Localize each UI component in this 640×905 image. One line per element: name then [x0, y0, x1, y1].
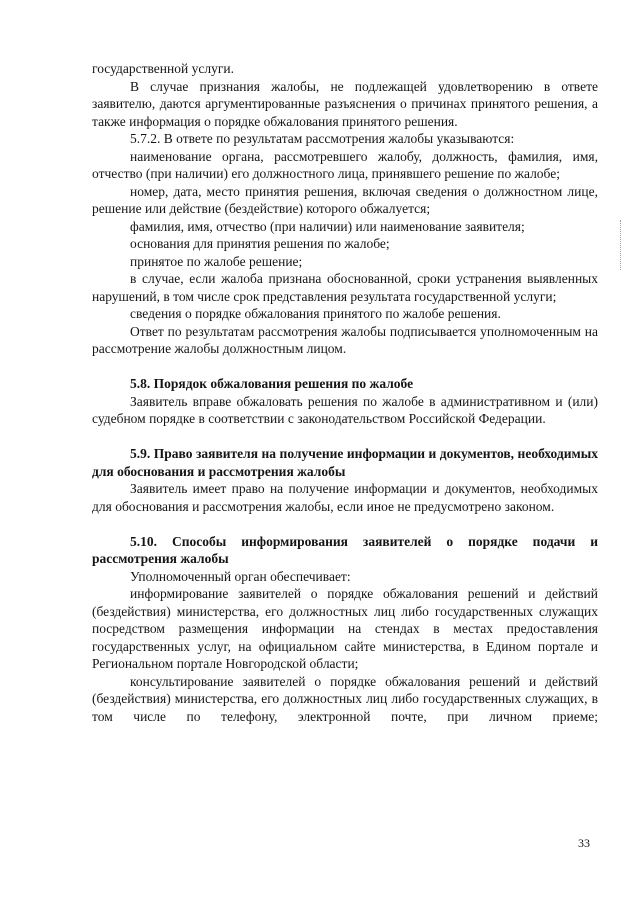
section-heading: 5.8. Порядок обжалования решения по жалобе: [130, 376, 414, 391]
section-spacer: [92, 358, 598, 376]
paragraph: Заявитель имеет право на получение информации и документов, необходимых для обоснования и рассмотрения жалобы, если иное не предусмотрено законом.: [92, 481, 598, 514]
paragraph: информирование заявителей о порядке обжалования решений и действий (бездействия) министерства, его должностных лиц либо государственных служащих посредством размещения информации на стендах в местах предоставления государственных услуг, на официальном сайте министерства, в Едином портале и Региональном портале Новгородской области;: [92, 586, 598, 671]
paragraph: Ответ по результатам рассмотрения жалобы подписывается уполномоченным на рассмотрение жалобы должностным лицом.: [92, 323, 598, 356]
paragraph: наименование органа, рассмотревшего жалобу, должность, фамилия, имя, отчество (при наличии) его должностного лица, принявшего решение по жалобе;: [92, 148, 598, 181]
paragraph: Уполномоченный орган обеспечивает:: [130, 568, 351, 584]
paragraph: фамилия, имя, отчество (при наличии) или наименование заявителя;: [130, 218, 525, 234]
paragraph: основания для принятия решения по жалобе;: [130, 236, 390, 251]
paragraph: 5.7.2. В ответе по результатам рассмотрения жалобы указываются:: [130, 131, 515, 146]
paragraph: консультирование заявителей о порядке обжалования решений и действий (бездействия) министерства, его должностных лиц либо государственных служащих, в том числе по телефону, электронной почте, при личном приеме;: [92, 673, 598, 724]
paragraph: принятое по жалобе решение;: [130, 253, 303, 269]
section-spacer: [92, 515, 598, 533]
paragraph: сведения о порядке обжалования принятого по жалобе решения.: [130, 306, 501, 321]
section-spacer: [92, 428, 598, 446]
document-body: [92, 60, 598, 725]
paragraph: государственной услуги.: [92, 61, 234, 76]
section-heading: 5.9. Право заявителя на получение информации и документов, необходимых для обоснования и рассмотрения жалобы: [92, 446, 598, 479]
scan-edge-mark: [620, 220, 622, 270]
page-number: 33: [578, 836, 590, 850]
paragraph: в случае, если жалоба признана обоснованной, сроки устранения выявленных нарушений, в том числе срок представления результата государственной услуги;: [92, 271, 598, 304]
section-heading: 5.10. Способы информирования заявителей о порядке подачи и рассмотрения жалобы: [92, 533, 598, 566]
paragraph: Заявитель вправе обжаловать решения по жалобе в административном и (или) судебном порядке в соответствии с законодательством Российской Федерации.: [92, 393, 598, 426]
paragraph: номер, дата, место принятия решения, включая сведения о должностном лице, решение или действие (бездействие) которого обжалуется;: [92, 183, 598, 216]
paragraph: В случае признания жалобы, не подлежащей удовлетворению в ответе заявителю, даются аргументированные разъяснения о причинах принятого решения, а также информация о порядке обжалования принятого решения.: [92, 78, 598, 129]
